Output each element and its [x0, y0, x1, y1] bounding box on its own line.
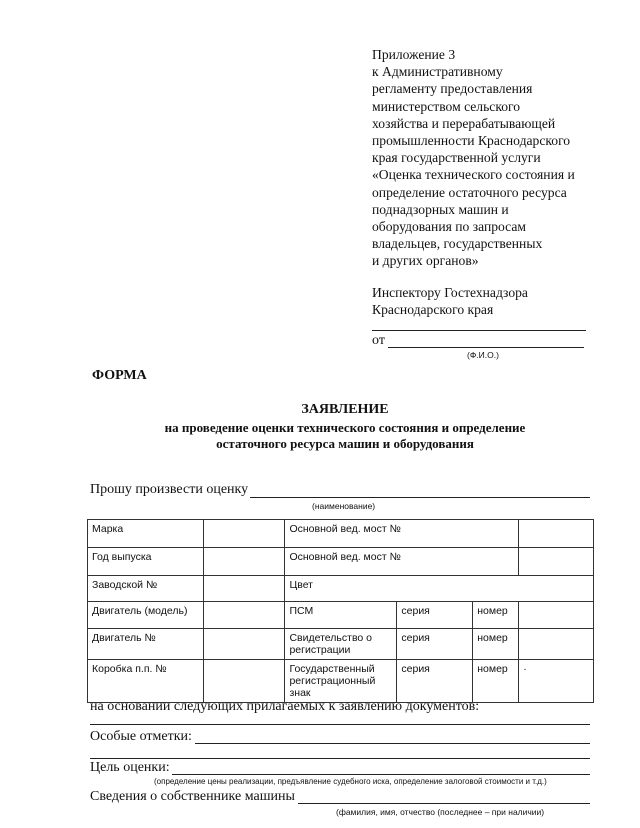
table-row — [88, 660, 594, 703]
appendix-line: к Административному — [372, 64, 503, 80]
appendix-line: оборудования по запросам — [372, 219, 526, 235]
appendix-line: поднадзорных машин и — [372, 201, 509, 217]
number-label: номер — [473, 602, 519, 629]
value-cell[interactable] — [519, 602, 594, 629]
statement-subtitle-line2: остаточного ресурса машин и оборудования — [216, 436, 474, 451]
request-hint: (наименование) — [312, 501, 376, 511]
statement-heading: ЗАЯВЛЕНИЕ — [301, 402, 389, 417]
special-marks-field[interactable] — [195, 743, 590, 744]
value-cell[interactable] — [203, 660, 285, 703]
documents-label: на основании следующих прилагаемых к заявлению документов: — [90, 699, 480, 714]
row-label: Государственный регистрационный знак — [285, 660, 397, 703]
request-label: Прошу произвести оценку — [90, 482, 249, 497]
purpose-field[interactable] — [172, 774, 590, 775]
request-item-field[interactable] — [250, 497, 590, 498]
appendix-line: министерством сельского — [372, 98, 521, 114]
value-cell[interactable] — [203, 520, 285, 548]
special-marks-label: Особые отметки: — [90, 729, 192, 744]
table-row — [88, 602, 594, 629]
appendix-line: хозяйства и перерабатывающей — [372, 115, 556, 131]
row-label: Год выпуска — [88, 548, 204, 576]
appendix-line: Приложение 3 — [372, 47, 456, 62]
row-label: Заводской № — [88, 576, 204, 602]
series-label: серия — [397, 602, 473, 629]
appendix-line: края государственной услуги — [372, 150, 541, 166]
statement-subtitle-line1: на проведение оценки технического состояния и определение — [164, 420, 526, 435]
from-label: от — [372, 333, 385, 348]
fio-hint: (Ф.И.О.) — [467, 350, 499, 360]
value-cell[interactable] — [203, 548, 285, 576]
row-label: ПСМ — [285, 602, 397, 629]
row-label: Двигатель (модель) — [88, 602, 204, 629]
purpose-label: Цель оценки: — [90, 760, 170, 775]
series-label: серия — [397, 660, 473, 703]
appendix-header — [372, 46, 622, 270]
value-cell[interactable] — [203, 602, 285, 629]
row-label: Цвет — [285, 576, 594, 602]
value-cell[interactable] — [203, 629, 285, 660]
form-label: ФОРМА — [92, 368, 147, 383]
recipient-line: Инспектору Гостехнадзора — [372, 285, 528, 300]
row-label: Свидетельство о регистрации — [285, 629, 397, 660]
value-cell[interactable] — [519, 520, 594, 548]
appendix-line: определение остаточного ресурса — [372, 184, 567, 200]
owner-field[interactable] — [298, 803, 590, 804]
row-label: Марка — [88, 520, 204, 548]
recipient-block — [372, 284, 528, 318]
documents-field[interactable] — [90, 724, 590, 725]
appendix-line: регламенту предоставления — [372, 81, 533, 97]
from-name-field[interactable] — [388, 347, 584, 348]
special-marks-field-2[interactable] — [90, 758, 590, 759]
appendix-line: промышленности Краснодарского — [372, 133, 571, 149]
appendix-line: «Оценка технического состояния и — [372, 167, 575, 183]
owner-hint: (фамилия, имя, отчество (последнее – при наличии) — [336, 807, 545, 817]
appendix-line: и других органов» — [372, 253, 479, 269]
table-row — [88, 548, 594, 576]
purpose-hint: (определение цены реализации, предъявление судебного иска, определение залоговой стоимости и т.д.) — [154, 777, 547, 786]
row-label: Коробка п.п. № — [88, 660, 204, 703]
recipient-line: Краснодарского края — [372, 302, 494, 317]
row-label: Двигатель № — [88, 629, 204, 660]
table-row — [88, 576, 594, 602]
value-cell[interactable] — [519, 629, 594, 660]
recipient-blank-line[interactable] — [372, 330, 586, 331]
value-cell[interactable] — [519, 548, 594, 576]
value-cell[interactable]: · — [519, 660, 594, 703]
row-label: Основной вед. мост № — [285, 520, 519, 548]
value-cell[interactable] — [203, 576, 285, 602]
row-label: Основной вед. мост № — [285, 548, 519, 576]
series-label: серия — [397, 629, 473, 660]
appendix-line: владельцев, государственных — [372, 236, 543, 252]
table-row — [88, 629, 594, 660]
vehicle-info-table — [87, 519, 594, 703]
table-row — [88, 520, 594, 548]
owner-label: Сведения о собственнике машины — [90, 789, 295, 804]
number-label: номер — [473, 629, 519, 660]
number-label: номер — [473, 660, 519, 703]
